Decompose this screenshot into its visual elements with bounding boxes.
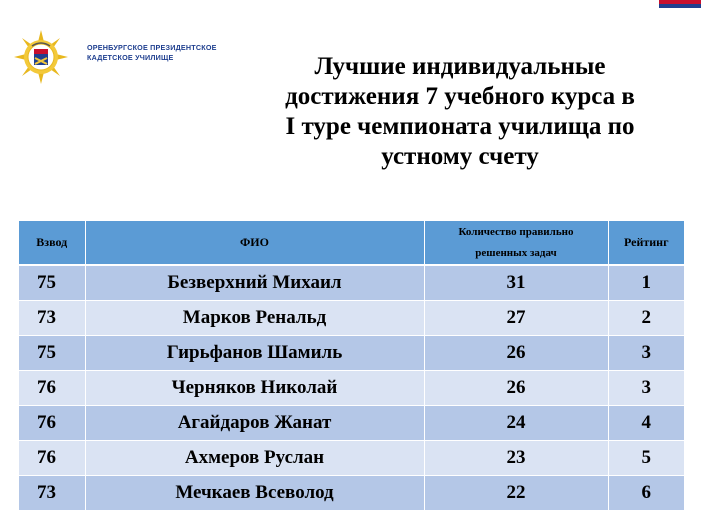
header-platoon: Взвод bbox=[19, 221, 85, 265]
cell-rating: 4 bbox=[608, 406, 684, 441]
table-row bbox=[19, 301, 684, 336]
header-count-line2: решенных задач bbox=[475, 246, 557, 259]
cell-platoon: 73 bbox=[19, 476, 85, 511]
table-row bbox=[19, 406, 684, 441]
cell-count: 26 bbox=[424, 336, 608, 371]
cell-name: Гирьфанов Шамиль bbox=[85, 336, 424, 371]
cell-name: Агайдаров Жанат bbox=[85, 406, 424, 441]
school-name-line2: КАДЕТСКОЕ УЧИЛИЩЕ bbox=[87, 53, 174, 62]
cell-count: 22 bbox=[424, 476, 608, 511]
table-row bbox=[19, 441, 684, 476]
cell-rating: 5 bbox=[608, 441, 684, 476]
title-line2: достижения 7 учебного курса в bbox=[285, 83, 635, 110]
table-header-row bbox=[19, 221, 684, 265]
corner-stripe-blue bbox=[659, 4, 701, 8]
cell-rating: 2 bbox=[608, 301, 684, 336]
cell-name: Мечкаев Всеволод bbox=[85, 476, 424, 511]
cell-rating: 6 bbox=[608, 476, 684, 511]
title-line1: Лучшие индивидуальные bbox=[314, 53, 606, 80]
cell-count: 26 bbox=[424, 371, 608, 406]
cell-platoon: 76 bbox=[19, 371, 85, 406]
table-row bbox=[19, 336, 684, 371]
corner-accent bbox=[641, 0, 701, 10]
results-table bbox=[19, 221, 684, 510]
header-count-line1: Количество правильно bbox=[458, 225, 574, 238]
cell-name: Ахмеров Руслан bbox=[85, 441, 424, 476]
title-line3: I туре чемпионата училища по bbox=[285, 113, 635, 140]
cell-rating: 3 bbox=[608, 336, 684, 371]
cell-count: 31 bbox=[424, 265, 608, 301]
cell-platoon: 73 bbox=[19, 301, 85, 336]
cell-name: Марков Ренальд bbox=[85, 301, 424, 336]
page-title bbox=[240, 52, 680, 172]
table-row bbox=[19, 476, 684, 511]
cell-rating: 1 bbox=[608, 265, 684, 301]
cell-platoon: 75 bbox=[19, 336, 85, 371]
header-rating: Рейтинг bbox=[608, 221, 684, 265]
school-emblem-icon bbox=[12, 28, 70, 86]
title-line4: устному счету bbox=[381, 143, 539, 170]
school-name bbox=[87, 43, 237, 63]
cell-platoon: 75 bbox=[19, 265, 85, 301]
table-row bbox=[19, 265, 684, 301]
cell-name: Безверхний Михаил bbox=[85, 265, 424, 301]
header-count bbox=[424, 221, 608, 265]
table-row bbox=[19, 371, 684, 406]
cell-count: 23 bbox=[424, 441, 608, 476]
cell-platoon: 76 bbox=[19, 441, 85, 476]
school-name-line1: ОРЕНБУРГСКОЕ ПРЕЗИДЕНТСКОЕ bbox=[87, 43, 217, 52]
cell-rating: 3 bbox=[608, 371, 684, 406]
cell-platoon: 76 bbox=[19, 406, 85, 441]
cell-count: 24 bbox=[424, 406, 608, 441]
cell-name: Черняков Николай bbox=[85, 371, 424, 406]
cell-count: 27 bbox=[424, 301, 608, 336]
header-name: ФИО bbox=[85, 221, 424, 265]
